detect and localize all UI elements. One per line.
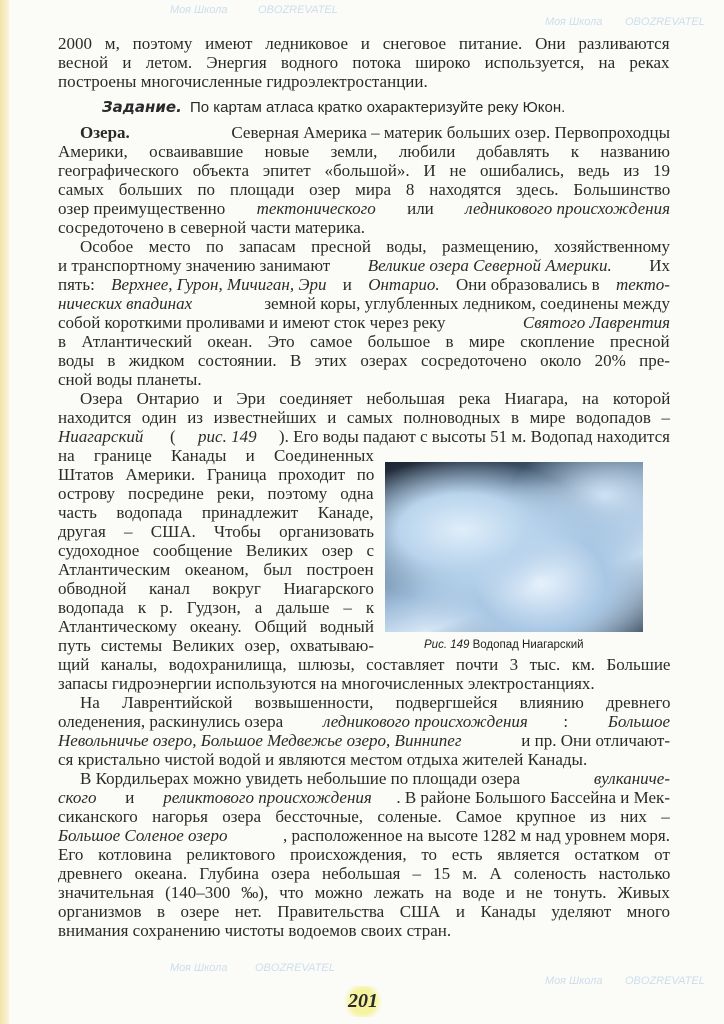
text-span: водопада к р. Гудзон, а дальше – к [58,598,375,617]
text-span: Их [644,256,670,275]
text-span: или [402,199,439,218]
italic-term: Невольничье озеро, Большое Медвежье озеро, Виннипег [58,731,462,750]
text-span: Его котловина реликтового происхождения, то есть является остатком от [58,845,670,864]
text-span: земной коры, углубленных ледником, соединены между [260,294,670,313]
italic-term: Верхнее, Гурон, Мичиган, Эри [111,275,327,294]
text-line [58,142,670,161]
text-span: на границе Канады и Соединенных [58,446,374,465]
text-span: воды в жидком состоянии. В этих озерах сосредоточено около 20% пре- [58,351,670,370]
watermark: Моя Школа [170,962,228,974]
text-span: щий каналы, водохранилища, шлюзы, составляет почти 3 тыс. км. Большие [58,655,671,674]
text-line [58,883,670,902]
text-line [58,674,670,693]
text-span: запасы гидроэнергии используются на многочисленных электростанциях. [58,674,595,693]
text-line [58,180,670,199]
text-span: сной воды планеты. [58,370,202,389]
text-span: острову посредине реки, поэтому одна [58,484,374,503]
text-line [58,72,670,91]
text-line [58,617,374,636]
italic-term: реликтового происхождения [163,788,372,807]
text-line [58,788,670,807]
text-span: Штатов Америки. Граница проходит по [58,465,375,484]
text-span: На Лаврентийской возвышенности, подвергшейся влиянию древнего [80,693,671,712]
page-number: 201 [340,986,386,1017]
text-span: пять: [58,275,100,294]
text-span: ся кристально чистой водой и являются местом отдыха жителей Канады. [58,750,588,769]
text-span: : [563,712,573,731]
text-line [58,769,670,788]
text-line [58,199,670,218]
text-line [58,408,670,427]
figure-caption [424,638,584,652]
text-span: Америки, осваивавшие новые земли, любили добавлять к названию [58,142,671,161]
niagara-falls-photo [385,462,643,632]
text-span: древнего океана. Глубина озера небольшая – 15 м. А соленость настолько [58,864,671,883]
text-line [58,53,670,72]
text-line [58,256,670,275]
task-label: Задание. [102,98,182,116]
text-span: Озера Онтарио и Эри соединяет небольшая река Ниагара, на которой [80,389,671,408]
text-line [58,693,670,712]
text-line [58,655,670,674]
text-span: в Атлантический океан. Это самое большое в мире скопление пресной [58,332,670,351]
text-span: и [121,788,139,807]
text-line [58,237,670,256]
italic-term: Большое Соленое озеро [58,826,228,845]
italic-term: тектонического [256,199,376,218]
watermark: Моя Школа [545,16,603,28]
text-span: В Кордильерах можно увидеть небольшие по площади озера [80,769,525,788]
text-line [58,807,670,826]
text-line [58,826,670,845]
watermark: OBOZREVATEL [258,4,338,16]
text-line [58,503,374,522]
text-span: Атлантическим океаном, был построен [58,560,374,579]
italic-term: вулканиче- [593,769,670,788]
text-span: собой короткими проливами и имеют сток через реку [58,313,450,332]
text-span: и [338,275,357,294]
text-line [58,522,374,541]
paragraph-rivers [58,34,670,91]
watermark: Моя Школа [170,4,228,16]
text-line [58,294,670,313]
italic-term: Онтарио. [368,275,440,294]
text-span: другая – США. Чтобы организовать [58,522,375,541]
text-line [58,731,670,750]
task [102,97,670,117]
text-span: Особое место по запасам пресной воды, размещению, хозяйственному [80,237,671,256]
text-span: самых больших по площади озер мира 8 находятся здесь. Большинство [58,180,671,199]
text-span: и транспортному значению занимают [58,256,335,275]
italic-term: текто- [615,275,670,294]
text-line [58,598,374,617]
task-text: По картам атласа кратко охарактеризуйте реку Юкон. [189,99,566,116]
text-span: находится один из известнейших и самых полноводных в мире водопадов – [58,408,670,427]
text-span: ( [165,427,176,446]
text-line [58,902,670,921]
text-line [58,34,670,53]
text-span: и пр. Они отличают- [517,731,670,750]
text-line [58,864,670,883]
watermark: OBOZREVATEL [625,975,705,987]
text-span: организмов в озере нет. Правительства США и Канады уделяют много [58,902,671,921]
text-line [58,465,374,484]
watermark: OBOZREVATEL [255,962,335,974]
text-line [58,484,374,503]
figure-label: Рис. 149 [424,639,470,651]
text-line [58,560,374,579]
text-line [58,332,670,351]
text-span: географического объекта эпитет «большой». И не ошибались, ведь из 19 [58,161,671,180]
text-span: обводной канал вокруг Ниагарского [58,579,374,598]
text-line [58,218,670,237]
text-span: весной и летом. Энергия водного потока широко используется, на реках [58,53,670,72]
text-line [58,351,670,370]
watermark: OBOZREVATEL [625,16,705,28]
text-line [58,427,670,446]
text-line [58,370,670,389]
italic-term: нических впадинах [58,294,193,313]
italic-term: рис. 149 [198,427,257,446]
page-edge [0,0,9,1024]
text-span: сосредоточено в северной части материка. [58,218,365,237]
text-span: путь системы Великих озер, охватываю- [58,636,375,655]
text-line [58,446,374,465]
text-line [58,313,670,332]
italic-term: Ниагарский [58,427,144,446]
text-line [58,712,670,731]
text-span: внимания сохранению чистоты водоемов своих стран. [58,921,452,940]
italic-term: Большое [607,712,670,731]
text-line [58,921,670,940]
figure-caption-text: Водопад Ниагарский [472,639,584,651]
text-span: значительная (140–300 ‰), что можно лежать на воде и не тонуть. Живых [58,883,670,902]
text-span: оледенения, раскинулись озера [58,712,288,731]
italic-term: ледникового происхождения [322,712,528,731]
text-line [58,541,374,560]
italic-term: ского [58,788,97,807]
italic-term: Святого Лаврентия [522,313,670,332]
text-span: Они образовались в [451,275,604,294]
text-line [58,750,670,769]
text-span: . В районе Большого Бассейна и Мек- [396,788,670,807]
text-span: ). Его воды падают с высоты 51 м. Водопад находится [278,427,670,446]
watermark: Моя Школа [545,975,603,987]
text-span: 2000 м, поэтому имеют ледниковое и снеговое питание. Они разливаются [58,34,670,53]
text-span: , расположенное на высоте 1282 м над уровнем моря. [283,826,670,845]
text-span: построены многочисленные гидроэлектростанции. [58,72,428,91]
text-line [58,161,670,180]
text-span: сиканского нагорья озера бессточные, соленые. Самое крупное из них – [58,807,670,826]
italic-term: Великие озера Северной Америки. [367,256,612,275]
text-span: Атлантическому океану. Общий водный [58,617,374,636]
text-line [58,389,670,408]
text-line [58,275,670,294]
section-heading: Озера. [80,123,130,142]
text-span: Северная Америка – материк больших озер. Первопроходцы [227,123,670,142]
text-line [58,123,670,142]
italic-term: ледникового происхождения [465,199,670,218]
text-line [58,579,374,598]
text-span: судоходное сообщение Великих озер с [58,541,375,560]
text-line [58,845,670,864]
text-line [58,636,374,655]
text-span: озер преимущественно [58,199,230,218]
text-span: часть водопада принадлежит Канаде, [58,503,374,522]
